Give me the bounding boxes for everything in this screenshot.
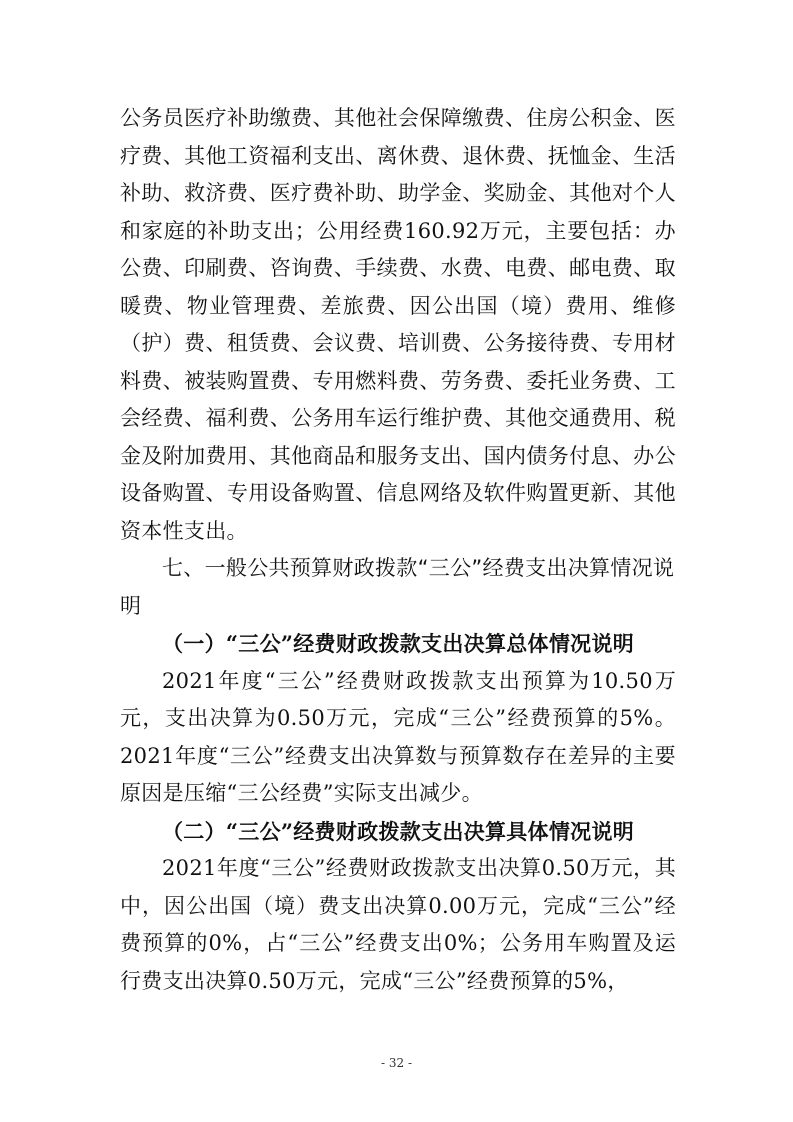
paragraph-specific-situation: 2021年度“三公”经费财政拨款支出决算0.50万元，其中，因公出国（境）费支出决算0.00万元，完成“三公”经费预算的0%，占“三公”经费支出0%；公务用车购置及运行费支出决算0.50万元，完成“三公”经费预算的5%， [120,856,676,993]
paragraph-overall-situation: 2021年度“三公”经费财政拨款支出预算为10.50万元，支出决算为0.50万元，完成“三公”经费预算的5%。2021年度“三公”经费支出决算数与预算数存在差异的主要原因是压缩“三公经费”实际支出减少。 [120,668,676,805]
page-number: - 32 - [380,1056,412,1070]
document-page [120,100,676,1000]
subheading-overall-situation: （一）“三公”经费财政拨款支出决算总体情况说明 [162,631,635,656]
paragraph-expense-list: 公务员医疗补助缴费、其他社会保障缴费、住房公积金、医疗费、其他工资福利支出、离休费、退休费、抚恤金、生活补助、救济费、医疗费补助、助学金、奖励金、其他对个人和家庭的补助支出；公用经费160.92万元，主要包括：办公费、印刷费、咨询费、手续费、水费、电费、邮电费、取暖费、物业管理费、差旅费、因公出国（境）费用、维修（护）费、租赁费、会议费、培训费、公务接待费、专用材料费、被装购置费、专用燃料费、劳务费、委托业务费、工会经费、福利费、公务用车运行维护费、其他交通费用、税金及附加费用、其他商品和服务支出、国内债务付息、办公设备购置、专用设备购置、信息网络及软件购置更新、其他资本性支出。 [120,106,676,543]
subheading-specific-situation: （二）“三公”经费财政拨款支出决算具体情况说明 [162,818,635,844]
section-heading-three-public-expenses: 七、一般公共预算财政拨款“三公”经费支出决算情况说明 [120,556,675,618]
